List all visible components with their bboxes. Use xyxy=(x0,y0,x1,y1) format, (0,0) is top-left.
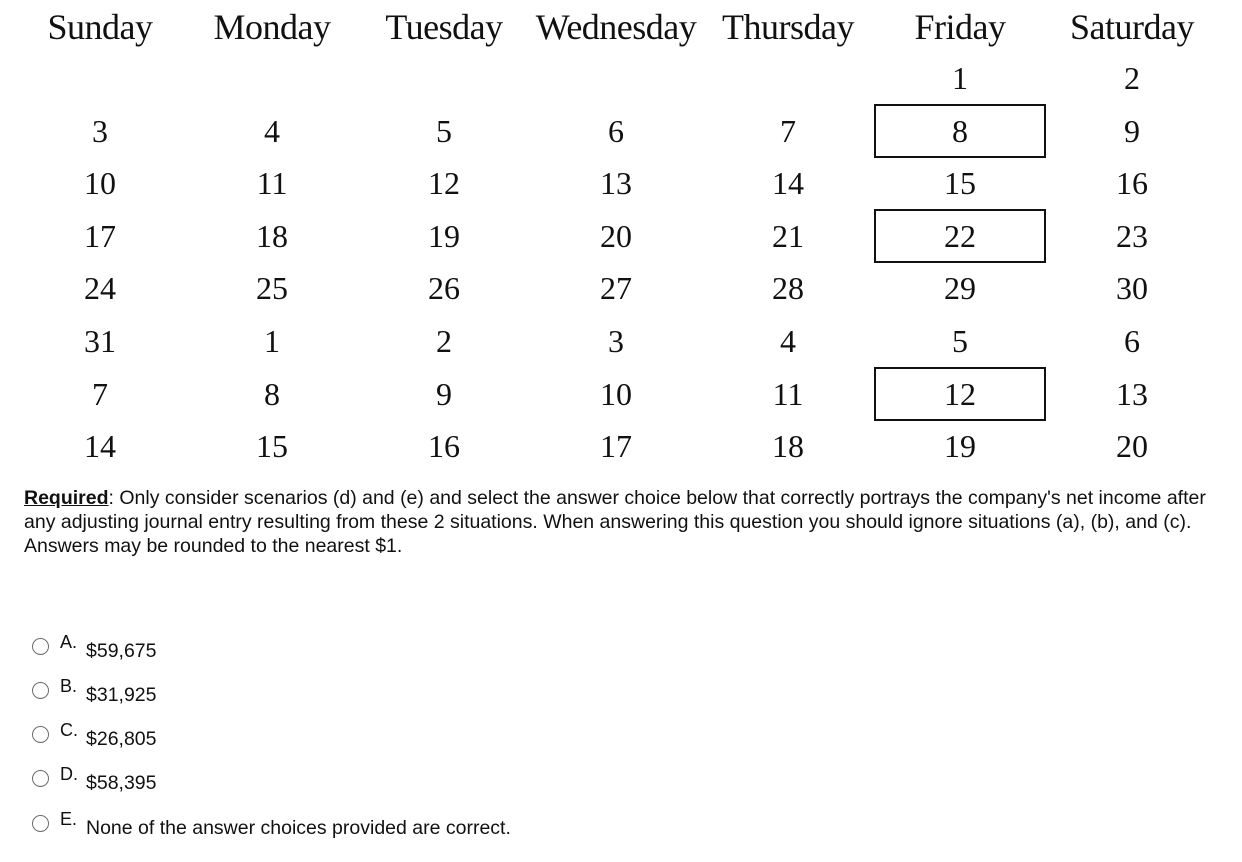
radio-button-e[interactable] xyxy=(32,815,49,832)
day-header-friday: Friday xyxy=(914,7,1006,47)
calendar-day: 15 xyxy=(944,165,976,202)
calendar-day: 5 xyxy=(436,112,452,149)
calendar-day: 16 xyxy=(428,428,460,465)
calendar-day: 5 xyxy=(952,323,968,359)
answer-text-b: $31,925 xyxy=(86,684,157,706)
calendar-day: 13 xyxy=(1116,375,1148,412)
calendar-day: 12 xyxy=(428,165,460,202)
calendar-day: 31 xyxy=(84,323,116,359)
answer-letter-a: A. xyxy=(60,632,78,652)
calendar xyxy=(14,0,1214,476)
calendar-day: 18 xyxy=(256,217,288,254)
calendar-day: 19 xyxy=(944,428,976,465)
calendar-day: 24 xyxy=(84,270,116,307)
calendar-day: 17 xyxy=(600,428,632,465)
calendar-day: 2 xyxy=(1124,60,1140,96)
calendar-day: 6 xyxy=(608,112,624,149)
question-prompt xyxy=(24,486,1220,558)
calendar-day: 11 xyxy=(256,165,288,202)
required-label: Required xyxy=(24,487,109,509)
calendar-day: 29 xyxy=(944,270,976,307)
calendar-day: 13 xyxy=(600,165,632,202)
calendar-day: 21 xyxy=(772,217,804,254)
calendar-day: 9 xyxy=(436,375,452,412)
answer-letter-e: E. xyxy=(60,809,78,829)
answer-text-a: $59,675 xyxy=(86,640,157,662)
calendar-day: 26 xyxy=(428,270,460,307)
calendar-day: 4 xyxy=(264,112,280,149)
calendar-day: 14 xyxy=(84,428,116,465)
calendar-day: 7 xyxy=(92,375,108,412)
calendar-day: 6 xyxy=(1124,323,1140,359)
answer-text-e: None of the answer choices provided are correct. xyxy=(86,817,511,839)
calendar-day: 27 xyxy=(600,270,632,307)
radio-button-b[interactable] xyxy=(32,682,49,699)
calendar-day: 3 xyxy=(608,323,624,359)
day-header-thursday: Thursday xyxy=(722,7,854,47)
radio-button-c[interactable] xyxy=(32,726,49,743)
calendar-day: 23 xyxy=(1116,217,1148,254)
calendar-day: 18 xyxy=(772,428,804,465)
radio-button-d[interactable] xyxy=(32,770,49,787)
calendar-day: 19 xyxy=(428,217,460,254)
calendar-day-highlighted: 12 xyxy=(874,367,1046,421)
calendar-day: 7 xyxy=(780,112,796,149)
day-header-tuesday: Tuesday xyxy=(385,7,503,47)
answer-text-c: $26,805 xyxy=(86,728,157,750)
day-header-monday: Monday xyxy=(213,7,331,47)
calendar-day: 16 xyxy=(1116,165,1148,202)
answer-letter-d: D. xyxy=(60,764,78,784)
calendar-day: 20 xyxy=(600,217,632,254)
calendar-day-highlighted: 22 xyxy=(874,209,1046,263)
question-text: : Only consider scenarios (d) and (e) and select the answer choice below that correctly portrays the company's net income after any adjusting journal entry resulting from these 2 situations. When answering this question you should ignore situations (a), (b), and (c). Answers may be rounded to the nearest $1. xyxy=(24,487,1206,557)
answer-text-d: $58,395 xyxy=(86,772,157,794)
calendar-day: 4 xyxy=(780,323,796,359)
day-header-saturday: Saturday xyxy=(1070,7,1194,47)
calendar-day: 20 xyxy=(1116,428,1148,465)
calendar-day: 15 xyxy=(256,428,288,465)
calendar-day: 25 xyxy=(256,270,288,307)
day-header-sunday: Sunday xyxy=(47,7,153,47)
calendar-day: 17 xyxy=(84,217,116,254)
calendar-day: 10 xyxy=(84,165,116,202)
answer-letter-b: B. xyxy=(60,676,78,696)
calendar-day: 3 xyxy=(92,112,108,149)
day-header-wednesday: Wednesday xyxy=(535,7,697,47)
radio-button-a[interactable] xyxy=(32,638,49,655)
answer-letter-c: C. xyxy=(60,720,78,740)
calendar-day: 11 xyxy=(772,375,804,412)
calendar-day: 10 xyxy=(600,375,632,412)
calendar-day: 14 xyxy=(772,165,804,202)
calendar-day: 9 xyxy=(1124,112,1140,149)
calendar-day: 8 xyxy=(264,375,280,412)
calendar-day: 30 xyxy=(1116,270,1148,307)
calendar-day-highlighted: 8 xyxy=(874,104,1046,158)
calendar-day: 1 xyxy=(264,323,280,359)
calendar-day: 1 xyxy=(952,60,968,96)
calendar-day: 28 xyxy=(772,270,804,307)
calendar-day: 2 xyxy=(436,323,452,359)
